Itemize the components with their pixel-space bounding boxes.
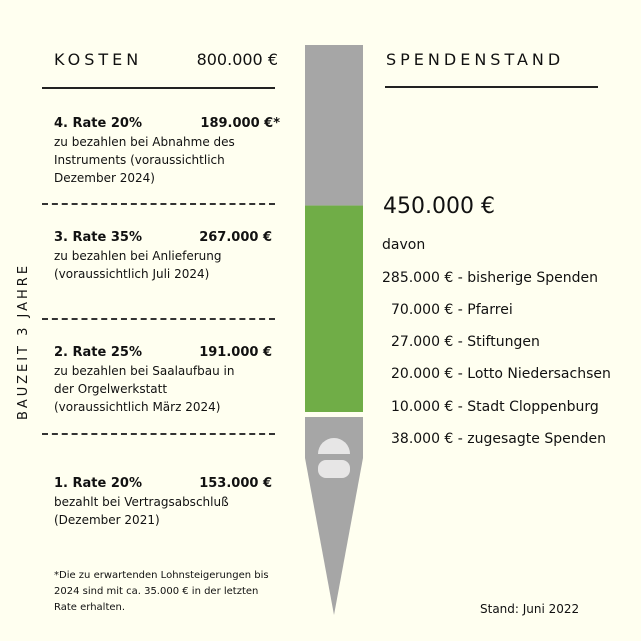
rate-1-title: 1. Rate 20% <box>54 476 142 491</box>
divider <box>42 203 275 205</box>
status-date: Stand: Juni 2022 <box>480 602 580 616</box>
rate-3-title: 3. Rate 35% <box>54 230 142 245</box>
progress-empty <box>305 45 363 206</box>
divider <box>42 433 275 435</box>
progress-filled <box>305 206 363 412</box>
donation-line: 10.000 € - Stadt Cloppenburg <box>391 399 599 415</box>
costs-rule <box>42 87 275 89</box>
donation-line: 27.000 € - Stiftungen <box>391 334 540 350</box>
rate-1-amount: 153.000 € <box>199 476 272 491</box>
donation-line: 70.000 € - Pfarrei <box>391 302 513 318</box>
donation-line: 285.000 € - bisherige Spenden <box>382 270 598 286</box>
donations-intro: davon <box>382 237 426 253</box>
organ-pipe-progress <box>300 40 370 620</box>
pipe-mouth-lower <box>318 460 350 478</box>
rate-2-title: 2. Rate 25% <box>54 345 142 360</box>
construction-time-label: BAUZEIT 3 JAHRE <box>16 262 31 420</box>
donation-line: 20.000 € - Lotto Niedersachsen <box>391 366 611 382</box>
costs-heading: KOSTEN <box>54 50 143 69</box>
rate-3-amount: 267.000 € <box>199 230 272 245</box>
rate-2-description: zu bezahlen bei Saalaufbau in der Orgelwerkstatt (voraussichtlich März 2024) <box>54 364 235 414</box>
rate-4-description: zu bezahlen bei Abnahme des Instruments (voraussichtlich Dezember 2024) <box>54 135 235 185</box>
rate-4-title: 4. Rate 20% <box>54 116 142 131</box>
footnote: *Die zu erwartenden Lohnsteigerungen bis 2024 sind mit ca. 35.000 € in der letzten Rate erhalten. <box>54 570 269 613</box>
rate-3-description: zu bezahlen bei Anlieferung (voraussichtlich Juli 2024) <box>54 249 222 281</box>
costs-total: 800.000 € <box>196 50 278 69</box>
donations-rule <box>385 86 598 88</box>
divider <box>42 318 275 320</box>
rate-2-amount: 191.000 € <box>199 345 272 360</box>
donations-heading: SPENDENSTAND <box>386 50 565 69</box>
rate-1-description: bezahlt bei Vertragsabschluß (Dezember 2021) <box>54 495 229 527</box>
rate-4-amount: 189.000 €* <box>200 116 280 131</box>
donations-amount: 450.000 € <box>383 194 495 219</box>
donation-line: 38.000 € - zugesagte Spenden <box>391 431 606 447</box>
